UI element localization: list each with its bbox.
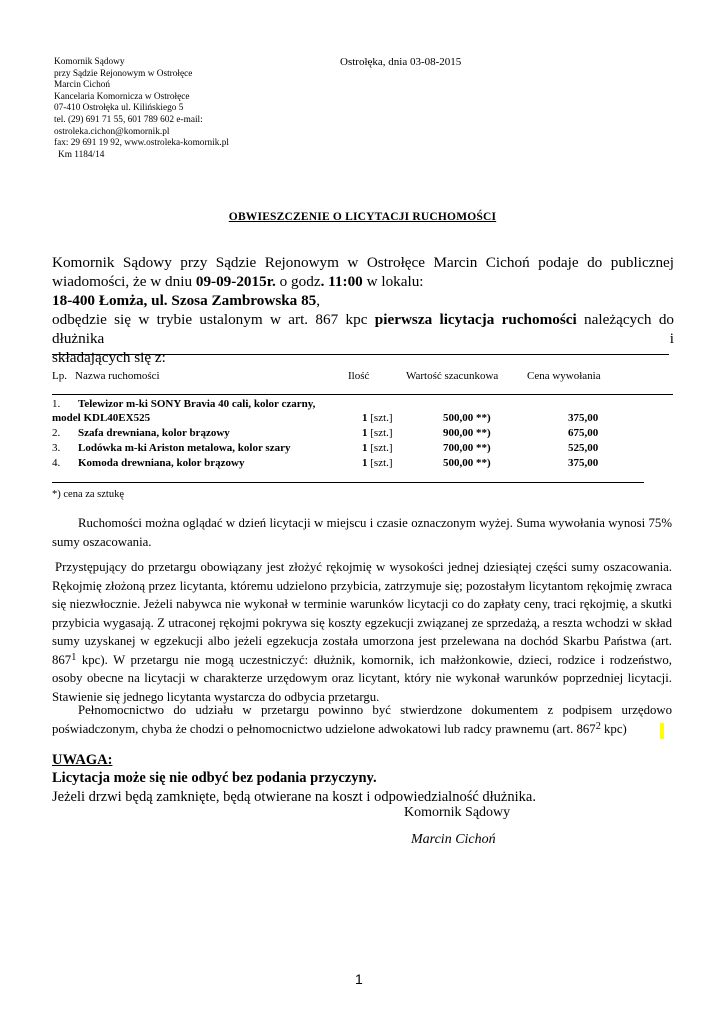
intro-text: odbędzie się w trybie ustalonym w art. 867 kpc (52, 311, 375, 328)
intro-line (52, 272, 674, 291)
notice-line-1: Licytacja może się nie odbyć bez podania przyczyny. (52, 770, 377, 786)
sender-email: ostroleka.cichon@komornik.pl (54, 126, 170, 137)
sender-line: fax: 29 691 19 92, www.ostroleka-komornik.pl (54, 138, 229, 149)
intro-text: wiadomości, że w dniu (52, 273, 196, 290)
sender-line: Marcin Cichoń (54, 80, 111, 91)
table-bottom-rule (52, 482, 644, 483)
row-lp: 3. (52, 442, 61, 454)
intro-line (52, 291, 674, 310)
row-price: 375,00 (568, 457, 599, 469)
qty-value: 1 (362, 442, 368, 454)
paragraph-text: Pełnomocnictwo do udziału w przetargu powinno być stwierdzone dokumentem z podpisem urzędowo poświadczonym, chyba że chodzi o pełnomocnictwo udzielone adwokatowi lub radcy prawnemu (art. 867 (52, 703, 672, 736)
auction-type: pierwsza licytacja ruchomości (374, 311, 577, 328)
superscript: 2 (595, 720, 601, 732)
sender-line: 07-410 Ostrołęka ul. Kilińskiego 5 (54, 103, 184, 114)
qty-unit: [szt.] (367, 442, 393, 454)
qty-value: 1 (362, 412, 368, 424)
qty-value: 1 (362, 427, 368, 439)
divider (52, 354, 669, 355)
qty-unit: [szt.] (367, 427, 393, 439)
case-number: Km 1184/14 (58, 149, 105, 160)
paragraph-text: kpc) (600, 721, 627, 736)
paragraph-text: Przystępujący do przetargu obowiązany jest złożyć rękojmię w wysokości jednej dziesiątej części sumy oszacowania. Rękojmię złożoną przez licytanta, któremu udzielono przybicia, zatrzymuje się; pozostałym licytantom rękojmię zwraca się niezwłocznie. Jeżeli nabywca nie wykonał w terminie warunków licytacji co do zapłaty ceny, traci rękojmię, a skutki przybicia wygasają. Z utraconej rękojmi pokrywa się koszty egzekucji związanej ze sprzedażą, a reszta wchodzi w skład sumy uzyskanej w egzekucji albo jeżeli egzekucja została umorzona jest przelewana na dochód Skarbu Państwa (art. 867 (52, 560, 672, 667)
row-lp: 4. (52, 457, 61, 469)
notice-line-2: Jeżeli drzwi będą zamknięte, będą otwierane na koszt i odpowiedzialność dłużnika. (52, 789, 536, 805)
col-header-value: Wartość szacunkowa (406, 370, 499, 382)
auction-date: 09-09-2015r. (195, 273, 276, 290)
qty-unit: [szt.] (367, 457, 393, 469)
col-header-lp: Lp. (52, 370, 67, 382)
sender-line: przy Sądzie Rejonowym w Ostrołęce (54, 68, 193, 79)
superscript: 1 (71, 651, 77, 663)
sender-line: tel. (29) 691 71 55, 601 789 602 e-mail: (54, 114, 203, 125)
row-name: Szafa drewniana, kolor brązowy (78, 427, 230, 439)
col-header-qty: Ilość (348, 370, 370, 382)
row-price: 525,00 (568, 442, 599, 454)
row-name: Lodówka m-ki Ariston metalowa, kolor szary (78, 442, 291, 454)
intro-paragraph (52, 253, 674, 367)
row-value: 900,00 **) (443, 427, 491, 439)
intro-line: składających się z: (52, 349, 166, 366)
row-lp: 2. (52, 427, 61, 439)
table-header-rule (52, 394, 673, 395)
date-line: Ostrołęka, dnia 03-08-2015 (340, 56, 462, 68)
row-qty (362, 426, 393, 440)
row-value: 500,00 **) (443, 412, 491, 424)
row-value: 700,00 **) (443, 442, 491, 454)
paragraph-text: kpc). W przetargu nie mogą uczestniczyć: dłużnik, komornik, ich małżonkowie, dzieci, rodzice i rodzeństwo, osoby obecne na licytacji w charakterze urzędowym oraz licytant, który nie wykonał warunków poprzedniej licytacji. Stawienie się jednego licytanta wystarcza do odbycia przetargu. (52, 652, 672, 704)
sender-block (54, 57, 229, 161)
intro-text: w lokalu: (362, 273, 424, 290)
col-header-name: Nazwa ruchomości (75, 370, 160, 382)
notice-heading: UWAGA: (52, 752, 113, 768)
highlight-mark (660, 723, 664, 739)
row-qty (362, 441, 393, 455)
table-row (52, 397, 60, 411)
auction-time: . 11:00 (320, 273, 363, 290)
sender-line: Komornik Sądowy (54, 57, 125, 67)
intro-text: o godz (275, 273, 321, 290)
row-lp: 1. (52, 398, 61, 410)
row-name-cont: model KDL40EX525 (52, 412, 151, 424)
intro-line: Komornik Sądowy przy Sądzie Rejonowym w Ostrołęce Marcin Cichoń podaje do publicznej (52, 254, 674, 271)
auction-location: 18-400 Łomża, ul. Szosa Zambrowska 85 (52, 292, 317, 309)
row-value: 500,00 **) (443, 457, 491, 469)
row-name: Telewizor m-ki SONY Bravia 40 cali, kolor czarny, (78, 398, 316, 410)
row-qty (362, 456, 393, 470)
page-number: 1 (355, 971, 363, 987)
signature-name: Marcin Cichoń (411, 832, 496, 847)
deposit-paragraph (52, 558, 672, 706)
col-header-price: Cena wywołania (527, 370, 601, 382)
qty-value: 1 (362, 457, 368, 469)
footnote: *) cena za sztukę (52, 489, 124, 500)
intro-line (52, 310, 674, 348)
qty-unit: [szt.] (367, 412, 393, 424)
intro-text: należących do dłużnika i (52, 311, 675, 347)
viewing-paragraph: Ruchomości można oglądać w dzień licytacji w miejscu i czasie oznaczonym wyżej. Suma wywołania wynosi 75% sumy oszacowania. (52, 516, 672, 549)
sender-line: Kancelaria Komornicza w Ostrołęce (54, 91, 190, 102)
document-title: OBWIESZCZENIE O LICYTACJI RUCHOMOŚCI (228, 211, 497, 223)
signature-title: Komornik Sądowy (404, 805, 511, 820)
row-name: Komoda drewniana, kolor brązowy (78, 457, 245, 469)
row-qty (362, 411, 393, 425)
power-of-attorney-paragraph (52, 701, 672, 738)
intro-text: , (316, 292, 321, 309)
row-price: 675,00 (568, 427, 599, 439)
row-price: 375,00 (568, 412, 599, 424)
